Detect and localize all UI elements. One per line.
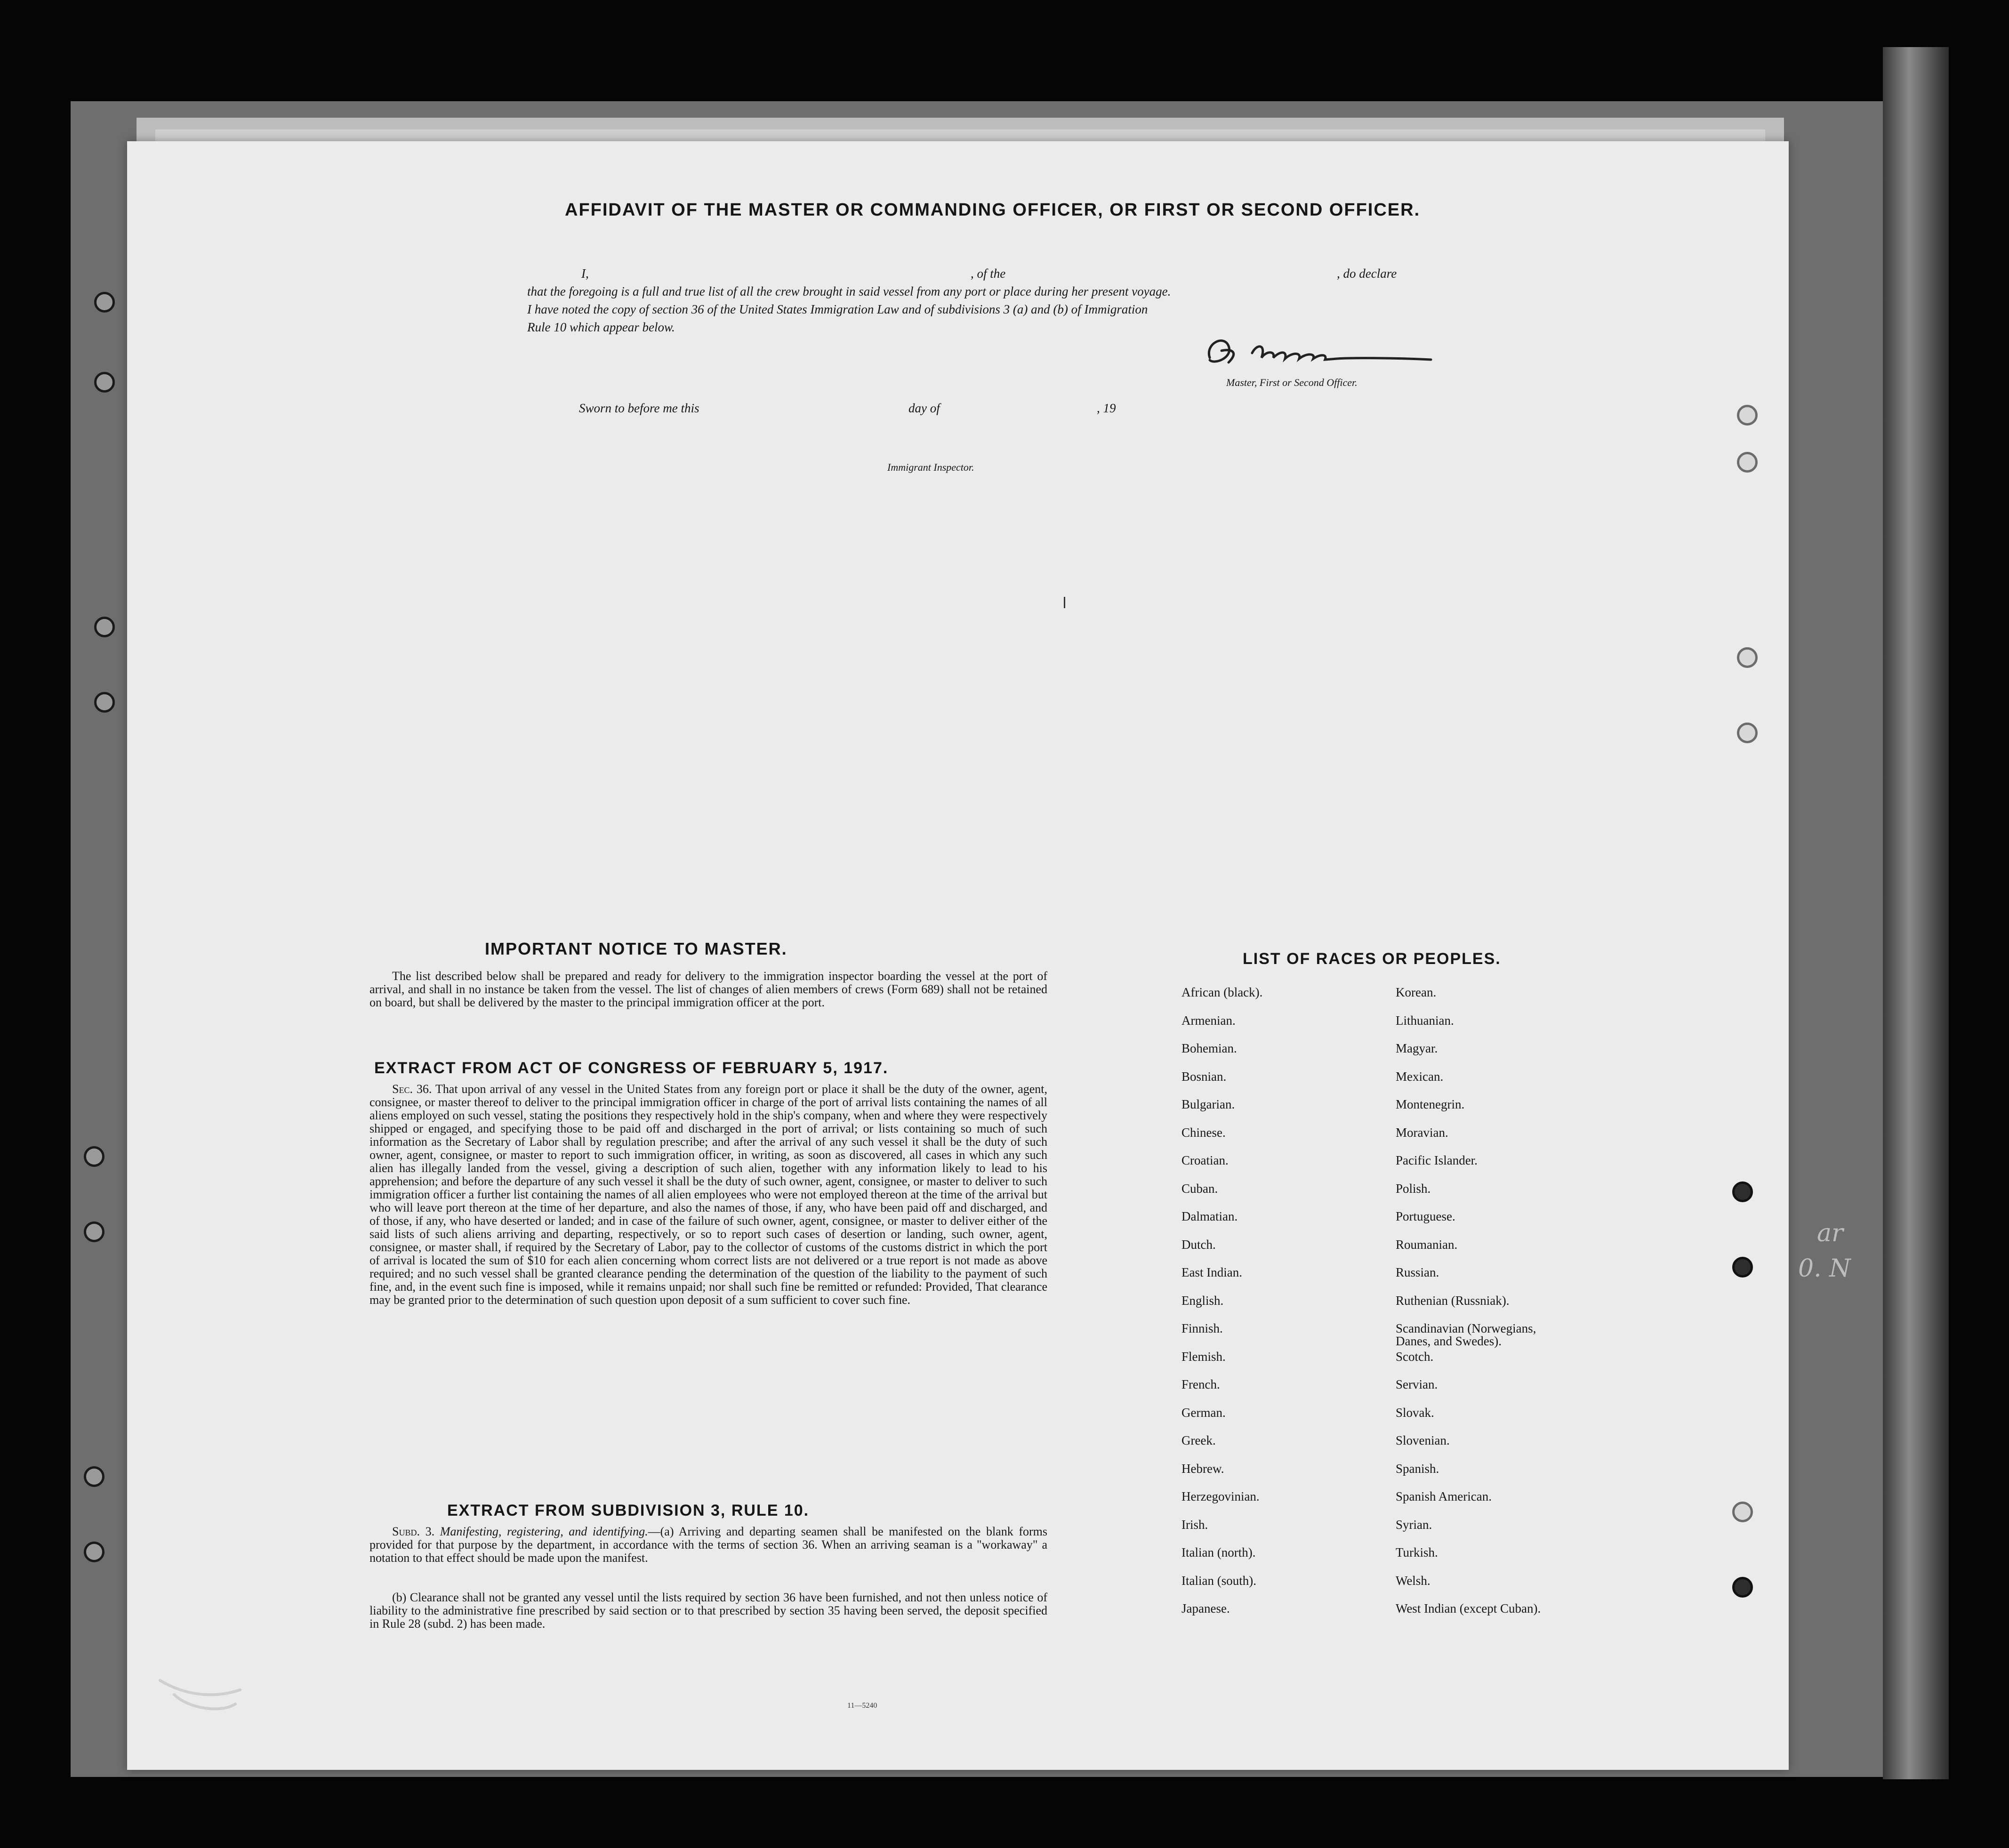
race-item: Italian (north). [1181, 1545, 1256, 1559]
race-item: Bosnian. [1181, 1069, 1227, 1084]
day-of-text: day of [908, 401, 940, 415]
race-item: Hebrew. [1181, 1461, 1224, 1476]
form-number: 11—5240 [847, 1702, 877, 1710]
race-item: East Indian. [1181, 1265, 1242, 1279]
race-item: Lithuanian. [1396, 1013, 1454, 1028]
race-item: West Indian (except Cuban). [1396, 1601, 1541, 1615]
subdivision-label: Subd. 3. [392, 1525, 435, 1538]
race-item: Welsh. [1396, 1573, 1430, 1588]
race-item: Portuguese. [1396, 1209, 1455, 1223]
race-item: Bulgarian. [1181, 1097, 1235, 1111]
affidavit-line-2: that the foregoing is a full and true list of all the crew brought in said vessel from any port or place during her present voyage. [527, 284, 1171, 298]
affidavit-line-4: Rule 10 which appear below. [527, 320, 675, 334]
punch-hole [94, 617, 115, 637]
margin-note-lower: 0. N [1798, 1254, 1851, 1283]
subdivision-a-text: —(a) Arriving and departing seamen shall be manifested on the blank forms provided for that purpose by the department, in accordance with the terms of section 36. When an arriving seaman is a "workaway" a notation to that effect should be made upon the manifest. [370, 1525, 1047, 1565]
punch-hole [1732, 1577, 1753, 1598]
punch-hole [94, 292, 115, 313]
affidavit-declare: , do declare [1337, 266, 1397, 281]
race-item: Spanish. [1396, 1461, 1439, 1476]
punch-hole [84, 1542, 104, 1562]
margin-note-upper: ar [1817, 1219, 1843, 1247]
affidavit-i: I, [581, 266, 589, 281]
races-list [1181, 986, 1605, 1631]
race-item: Syrian. [1396, 1517, 1432, 1532]
races-title: LIST OF RACES OR PEOPLES. [1243, 950, 1501, 968]
inspector-caption: Immigrant Inspector. [887, 461, 974, 473]
race-item: Finnish. [1181, 1321, 1223, 1335]
race-item: Servian. [1396, 1377, 1438, 1391]
race-item: Croatian. [1181, 1153, 1229, 1167]
act-extract-title: EXTRACT FROM ACT OF CONGRESS OF FEBRUARY 5, 1917. [374, 1059, 889, 1077]
subdivision-heading: Manifesting, registering, and identifying. [440, 1525, 648, 1538]
race-item: Moravian. [1396, 1125, 1448, 1140]
act-extract-text [370, 1083, 1047, 1307]
race-item: Flemish. [1181, 1349, 1226, 1364]
pencil-mark [155, 1666, 249, 1723]
rule-extract-title: EXTRACT FROM SUBDIVISION 3, RULE 10. [447, 1502, 810, 1519]
officer-signature [1196, 325, 1440, 381]
race-item: Roumanian. [1396, 1237, 1458, 1252]
race-item: Montenegrin. [1396, 1097, 1465, 1111]
race-item: Dalmatian. [1181, 1209, 1238, 1223]
sworn-text: Sworn to before me this [579, 401, 699, 415]
rule-extract-text-a [370, 1525, 1047, 1565]
punch-hole [84, 1221, 104, 1242]
notice-text: The list described below shall be prepared and ready for delivery to the immigration inspector boarding the vessel at the port of arrival, and shall in no instance be taken from the vessel. The list of changes of alien members of crews (Form 689) shall not be retained on board, but shall be delivered by the master to the principal immigration officer at the port. [370, 969, 1047, 1009]
stray-mark [1064, 597, 1065, 608]
race-item: Korean. [1396, 985, 1437, 999]
punch-hole [1732, 1181, 1753, 1202]
punch-hole [84, 1146, 104, 1167]
race-item: Cuban. [1181, 1181, 1218, 1196]
punch-hole [1737, 405, 1758, 426]
race-item: Greek. [1181, 1433, 1216, 1447]
section-label: Sec. 36. [392, 1082, 432, 1096]
race-item: Ruthenian (Russniak). [1396, 1293, 1510, 1308]
punch-hole [1737, 452, 1758, 473]
race-item: Herzegovinian. [1181, 1489, 1260, 1503]
race-item: Scandinavian (Norwegians, Danes, and Swedes). [1396, 1321, 1536, 1348]
punch-hole [94, 372, 115, 393]
race-item: Dutch. [1181, 1237, 1216, 1252]
race-item: Russian. [1396, 1265, 1439, 1279]
punch-hole [1732, 1257, 1753, 1278]
race-item: French. [1181, 1377, 1220, 1391]
punch-hole [94, 692, 115, 713]
affidavit-of-the: , of the [971, 266, 1006, 281]
punch-hole [1737, 647, 1758, 668]
rule-extract-text-b: (b) Clearance shall not be granted any vessel until the lists required by section 36 have been furnished, and not then unless notice of liability to the administrative fine prescribed by said section or to that prescribed by section 35 having been served, the deposit specified in Rule 28 (subd. 2) has been made. [370, 1591, 1047, 1631]
year-text: , 19 [1097, 401, 1116, 415]
binder-edge [1883, 47, 1949, 1779]
race-item: Irish. [1181, 1517, 1208, 1532]
race-item: Chinese. [1181, 1125, 1226, 1140]
race-item: Scotch. [1396, 1349, 1434, 1364]
race-item: Armenian. [1181, 1013, 1236, 1028]
race-item: Polish. [1396, 1181, 1431, 1196]
race-item: English. [1181, 1293, 1224, 1308]
affidavit-title: AFFIDAVIT OF THE MASTER OR COMMANDING OFFICER, OR FIRST OR SECOND OFFICER. [565, 200, 1421, 220]
race-item: Slovenian. [1396, 1433, 1450, 1447]
race-item: Pacific Islander. [1396, 1153, 1478, 1167]
race-item: German. [1181, 1405, 1226, 1420]
notice-title: IMPORTANT NOTICE TO MASTER. [485, 939, 788, 958]
race-item: Spanish American. [1396, 1489, 1492, 1503]
race-item: Bohemian. [1181, 1041, 1237, 1055]
race-item: Mexican. [1396, 1069, 1444, 1084]
race-item: African (black). [1181, 985, 1263, 999]
section-36-text: That upon arrival of any vessel in the United States from any foreign port or place it shall be the duty of the owner, agent, consignee, or master thereof to deliver to the principal immigration officer in charge of the port of arrival lists containing the names of all aliens employed on such vessel, stating the positions they respectively hold in the ship's company, when and where they were respectively shipped or engaged, and specifying those to be paid off and discharged in the port of arrival; or lists containing so much of such information as the Secretary of Labor shall by regulation prescribe; and after the arrival of any such vessel it shall be the duty of such owner, agent, consignee, or master to report to such immigration officer, in writing, as soon as discovered, all cases in which any such alien has illegally landed from the vessel, giving a description of such alien, together with any information likely to lead to his apprehension; and before the departure of any such vessel it shall be the duty of such owner, agent, consignee, or master to deliver to such immigration officer a further list containing the names of all alien employees who were not employed thereon at the time of the arrival but who will leave port thereon at the time of her departure, and also the names of those, if any, who have been paid off and discharged, and of those, if any, who have deserted or landed; and in case of the failure of such owner, agent, consignee, or master to deliver either of the said lists of such aliens arriving and departing, respectively, or so to report such cases of desertion or landing, such owner, agent, consignee, or master shall, if required by the Secretary of Labor, pay to the collector of customs of the customs district in which the port of arrival is located the sum of $10 for each alien concerning whom correct lists are not delivered or a true report is not made as above required; and no such vessel shall be granted clearance pending the determination of the question of the liability to the payment of such fine, and, in the event such fine is imposed, while it remains unpaid; nor shall such fine be remitted or refunded: Provided, That clearance may be granted prior to the determination of such question upon deposit of a sum sufficient to cover such fine. [370, 1082, 1048, 1307]
punch-hole [1732, 1502, 1753, 1522]
race-item: Magyar. [1396, 1041, 1438, 1055]
race-item: Turkish. [1396, 1545, 1438, 1559]
punch-hole [1737, 723, 1758, 743]
race-item: Japanese. [1181, 1601, 1230, 1615]
punch-hole [84, 1466, 104, 1487]
race-item: Slovak. [1396, 1405, 1434, 1420]
affidavit-page [127, 141, 1789, 1770]
affidavit-line-3: I have noted the copy of section 36 of the United States Immigration Law and of subdivisions 3 (a) and (b) of Immigration [527, 302, 1148, 316]
race-item: Italian (south). [1181, 1573, 1256, 1588]
signature-caption: Master, First or Second Officer. [1226, 377, 1358, 388]
